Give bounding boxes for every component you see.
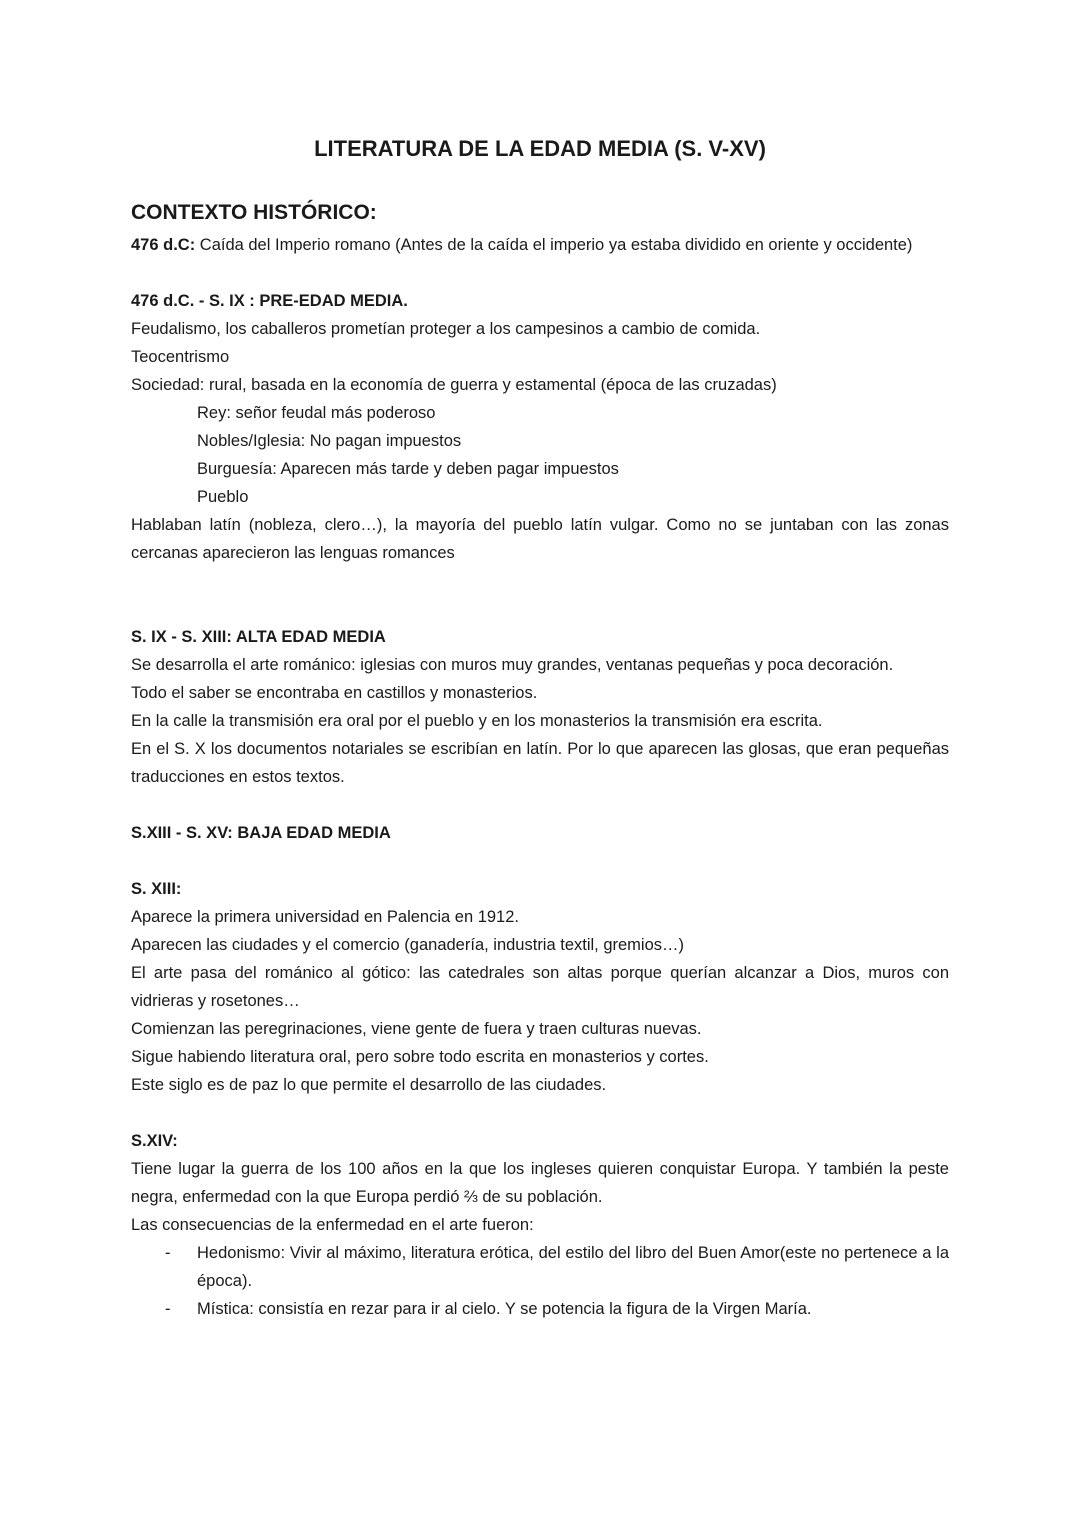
pre-closing: Hablaban latín (nobleza, clero…), la mayoría del pueblo latín vulgar. Como no se juntaban con las zonas cercanas aparecieron las lenguas romances bbox=[131, 516, 949, 562]
alta-line: Todo el saber se encontraba en castillos y monasterios. bbox=[131, 684, 538, 702]
pre-heading: 476 d.C. - S. IX : PRE-EDAD MEDIA. bbox=[131, 292, 408, 310]
intro-text: Caída del Imperio romano (Antes de la caída el imperio ya estaba dividido en oriente y occidente) bbox=[195, 236, 913, 254]
baja-heading: S.XIII - S. XV: BAJA EDAD MEDIA bbox=[131, 824, 391, 842]
pre-line: Teocentrismo bbox=[131, 348, 230, 366]
s13-line: El arte pasa del románico al gótico: las catedrales son altas porque querían alcanzar a Dios, muros con vidrieras y rosetones… bbox=[131, 964, 949, 1010]
intro-label: 476 d.C: bbox=[131, 236, 196, 254]
document-title: LITERATURA DE LA EDAD MEDIA (S. V-XV) bbox=[314, 136, 766, 161]
dash-bullet: - bbox=[165, 1244, 171, 1262]
estate-item: Burguesía: Aparecen más tarde y deben pagar impuestos bbox=[197, 460, 619, 478]
s14-heading: S.XIV: bbox=[131, 1132, 178, 1150]
context-heading: CONTEXTO HISTÓRICO: bbox=[131, 201, 377, 224]
alta-line: Se desarrolla el arte románico: iglesias con muros muy grandes, ventanas pequeñas y poca decoración. bbox=[131, 656, 894, 674]
pre-line: Feudalismo, los caballeros prometían proteger a los campesinos a cambio de comida. bbox=[131, 320, 761, 338]
list-item bbox=[131, 1295, 949, 1323]
estate-item: Rey: señor feudal más poderoso bbox=[197, 404, 436, 422]
list-item-text: Hedonismo: Vivir al máximo, literatura erótica, del estilo del libro del Buen Amor(este no pertenece a la época). bbox=[197, 1244, 949, 1290]
s14-line: Tiene lugar la guerra de los 100 años en la que los ingleses quieren conquistar Europa. Y también la peste negra, enfermedad con la que Europa perdió ⅔ de su población. bbox=[131, 1160, 949, 1206]
pre-line: Sociedad: rural, basada en la economía de guerra y estamental (época de las cruzadas) bbox=[131, 376, 777, 394]
list-item-text: Mística: consistía en rezar para ir al cielo. Y se potencia la figura de la Virgen María. bbox=[197, 1300, 812, 1318]
s13-line: Aparecen las ciudades y el comercio (ganadería, industria textil, gremios…) bbox=[131, 936, 685, 954]
s13-line: Aparece la primera universidad en Palencia en 1912. bbox=[131, 908, 519, 926]
estate-item: Nobles/Iglesia: No pagan impuestos bbox=[197, 432, 462, 450]
alta-line: En la calle la transmisión era oral por el pueblo y en los monasterios la transmisión era escrita. bbox=[131, 712, 823, 730]
list-item bbox=[131, 1239, 949, 1295]
s13-heading: S. XIII: bbox=[131, 880, 182, 898]
alta-heading: S. IX - S. XIII: ALTA EDAD MEDIA bbox=[131, 628, 386, 646]
s13-line: Sigue habiendo literatura oral, pero sobre todo escrita en monasterios y cortes. bbox=[131, 1048, 709, 1066]
consequences-list bbox=[131, 1239, 949, 1323]
alta-line: En el S. X los documentos notariales se escribían en latín. Por lo que aparecen las glosas, que eran pequeñas traducciones en estos textos. bbox=[131, 740, 949, 786]
s13-line: Comienzan las peregrinaciones, viene gente de fuera y traen culturas nuevas. bbox=[131, 1020, 702, 1038]
s14-line: Las consecuencias de la enfermedad en el arte fueron: bbox=[131, 1216, 534, 1234]
s13-line: Este siglo es de paz lo que permite el desarrollo de las ciudades. bbox=[131, 1076, 607, 1094]
estate-item: Pueblo bbox=[197, 488, 249, 506]
intro-paragraph bbox=[131, 231, 949, 259]
document-body bbox=[131, 231, 949, 1323]
dash-bullet: - bbox=[165, 1300, 171, 1318]
